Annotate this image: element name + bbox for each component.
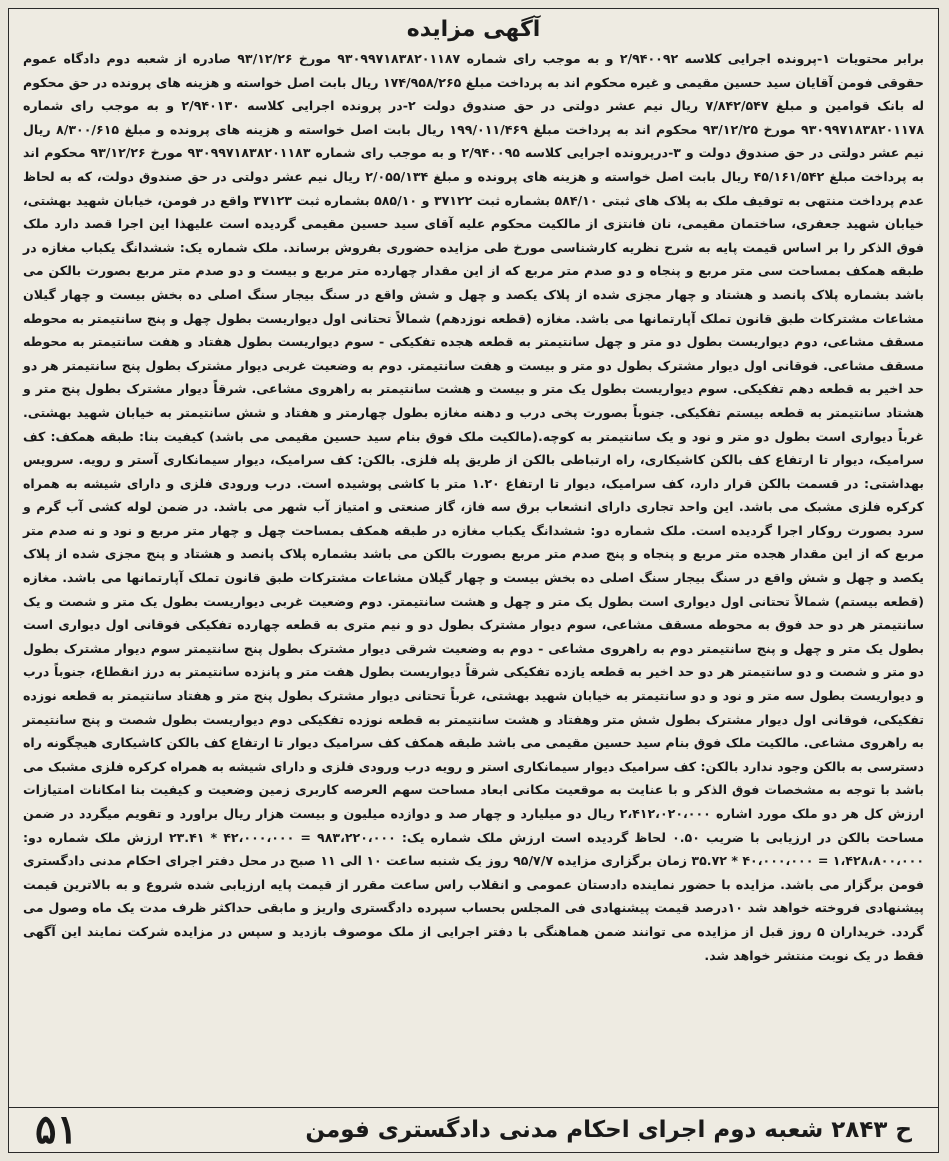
issuing-office: ح ۲۸۴۳ شعبه دوم اجرای احکام مدنی دادگستری فومن (305, 1117, 912, 1143)
notice-body: برابر محتویات ۱-پرونده اجرایی کلاسه ۲/۹۴۰۰۹۲ و به موجب رای شماره ۹۳۰۹۹۷۱۸۳۸۲۰۱۱۸۷ مورخ ۹۳/۱۲/۲۶ صادره از شعبه دوم دادگاه عموم حقوقی فومن آقایان سید حسین مقیمی و غیره محکوم اند به پرداخت مبلغ ۱۷۴/۹۵۸/۲۶۵ ریال بابت اصل خواسته و هزینه های پرونده در حق محکوم له بانک قوامین و مبلغ ۷/۸۴۲/۵۴۷ ریال نیم عشر دولتی در حق صندوق دولت ۲-در پرونده اجرایی کلاسه ۲/۹۴۰۱۳۰ و به موجب رای شماره ۹۳۰۹۹۷۱۸۳۸۲۰۱۱۷۸ مورخ ۹۳/۱۲/۲۵ محکوم اند به پرداخت مبلغ ۱۹۹/۰۱۱/۴۶۹ ریال بابت اصل خواسته و هزینه های پرونده و مبلغ ۸/۳۰۰/۶۱۵ ریال نیم عشر دولتی در حق صندوق دولت و ۳-درپرونده اجرایی کلاسه ۲/۹۴۰۰۹۵ و به موجب رای شماره ۹۳۰۹۹۷۱۸۳۸۲۰۱۱۸۳ مورخ ۹۳/۱۲/۲۶ محکوم اند به پرداخت مبلغ ۴۵/۱۶۱/۵۴۲ ریال بابت اصل خواسته و هزینه های پرونده و مبلغ ۲/۰۵۵/۱۳۴ ریال نیم عشر دولتی در حق صندوق دولت، که به لحاظ عدم پرداخت منتهی به توقیف ملک به پلاک های ثبتی ۵۸۴/۱۰ بشماره ثبت ۳۷۱۲۲ و ۵۸۵/۱۰ بشماره ثبت ۳۷۱۲۳ واقع در فومن، خیابان شهید بهشتی، خیابان شهید جعفری، ساختمان مقیمی، نان فانتزی از مالکیت محکوم علیه آقای سید حسین مقیمی گردیده است علیهذا این اجرا قصد دارد ملک فوق الذکر را بر اساس قیمت پایه به شرح نظریه کارشناسی مورخ طی مزایده حضوری بفروش برساند. ملک شماره یک: ششدانگ یکباب مغازه در طبقه همکف بمساحت سی متر مربع و پنجاه و دو صدم متر مربع که از این مقدار چهارده متر مربع و بیست و دو صدم متر مربع بصورت بالکن می باشد بشماره پلاک پانصد و هشتاد و چهار مجزی شده از پلاک یکصد و چهل و شش واقع در سنگ بیجار سنگ اصلی ده بخش بیست و چهار گیلان مشاعات مشترکات طبق قانون تملک آپارتمانها می باشد. مغازه (قطعه نوزدهم) شمالاً تحتانی اول دیواریست بطول چهل و پنج سانتیمتر به محوطه مسقف مشاعی، دوم دیواریست بطول دو متر و چهل سانتیمتر به قطعه هجده تفکیکی - سوم دیواریست بطول هفتاد و هفت سانتیمتر به محوطه مسقف مشاعی. فوقانی اول دیوار مشترک بطول دو متر و بیست و هفت سانتیمتر. دوم به وضعیت غربی دیوار مشترک بطول پنج سانتیمتر هر دو حد اخیر به قطعه دهم تفکیکی. سوم دیواریست بطول یک متر و بیست و هشت سانتیمتر به راهروی مشاعی. شرقاً دیوار مشترک بطول پنج متر و هشتاد سانتیمتر به قطعه بیستم تفکیکی. جنوباً بصورت پخی درب و دهنه مغازه بطول چهارمتر و هفتاد و شش سانتیمتر به خیابان شهید بهشتی. غرباً دیواری است بطول دو متر و نود و یک سانتیمتر به کوچه.(مالکیت ملک فوق بنام سید حسین مقیمی می باشد) کیفیت بنا: طبقه همکف: کف سرامیک، دیوار تا ارتفاع کف بالکن کاشیکاری، راه ارتباطی بالکن از طریق پله فلزی. بالکن: کف سرامیک، دیوار سیمانکاری آستر و رویه. سرویس بهداشتی: در قسمت بالکن قرار دارد، کف سرامیک، دیوار تا ارتفاع ۱.۲۰ متر با کاشی پوشیده است. درب ورودی فلزی و دارای شیشه به همراه کرکره فلزی مشبک می باشد. این واحد تجاری دارای انشعاب برق سه فاز، گاز صنعتی و امتیاز آب شهر می باشد. در ضمن لوله کشی آب گرم و سرد بصورت روکار اجرا گردیده است. ملک شماره دو: ششدانگ یکباب مغازه در طبقه همکف بمساحت چهل و چهار متر مربع و نود و نه صدم متر مربع که از این مقدار هجده متر مربع و پنجاه و پنج صدم متر مربع بصورت بالکن می باشد بشماره پلاک پانصد و هشتاد و پنج مجزی شده از پلاک یکصد و چهل و شش واقع در سنگ بیجار سنگ اصلی ده بخش بیست و چهار گیلان مشاعات مشترکات طبق قانون تملک آپارتمانها می باشد. مغازه (قطعه بیستم) شمالاً تحتانی اول دیواری است بطول یک متر و چهل و هشت سانتیمتر. دوم وضعیت غربی دیواریست بطول یک متر و شصت و یک سانتیمتر هر دو حد فوق به محوطه مسقف مشاعی، سوم دیوار مشترک بطول دو و نیم متری به قطعه چهارده تفکیکی فوقانی اول دیواری است بطول یک متر و چهل و پنج سانتیمتر دوم به راهروی مشاعی - دوم به وضعیت شرقی دیوار مشترک بطول پنج سانتیمتر سوم دیوار مشترک بطول دو متر و شصت و دو سانتیمتر هر دو حد اخیر به قطعه یازده تفکیکی شرقاً دیواریست بطول هفت متر و پانزده سانتیمتر به درز انقطاع، جنوباً درب و دیواریست بطول سه متر و نود و دو سانتیمتر به خیابان شهید بهشتی، غرباً تحتانی دیوار مشترک بطول پنج متر و هفتاد سانتیمتر به قطعه نوزده تفکیکی، فوقانی اول دیوار مشترک بطول شش متر وهفتاد و هشت سانتیمتر به قطعه نوزده تفکیکی دوم دیواریست بطول شصت و پنج سانتیمتر به راهروی مشاعی. مالکیت ملک فوق بنام سید حسین مقیمی می باشد طبقه همکف کف سرامیک دیوار تا ارتفاع کف بالکن کاشیکاری هیچگونه راه دسترسی به بالکن وجود ندارد بالکن: کف سرامیک دیوار سیمانکاری استر و رویه درب ورودی فلزی و دارای شیشه به همراه کرکره فلزی مشبک می باشد با توجه به مشخصات فوق الذکر و با عنایت به موقعیت مکانی ابعاد مساحت سهم العرصه کاربری زمین وضعیت و کیفیت بنا امکانات امتیازات ارزش کل هر دو ملک مورد اشاره ۲،۴۱۲،۰۲۰،۰۰۰ ریال دو میلیارد و چهار صد و دوازده میلیون و بیست هزار ریال براورد و تقویم میگردد در ضمن مساحت بالکن در ارزیابی با ضریب ۰.۵۰ لحاظ گردیده است ارزش ملک شماره یک: ۹۸۳،۲۲۰،۰۰۰ = ۴۲،۰۰۰،۰۰۰ * ۲۳.۴۱ ارزش ملک شماره دو: ۱،۴۲۸،۸۰۰،۰۰۰ = ۴۰،۰۰۰،۰۰۰ * ۳۵.۷۲ زمان برگزاری مزایده ۹۵/۷/۷ روز یک شنبه ساعت ۱۰ الی ۱۱ صبح در محل دفتر اجرای احکام مدنی دادگستری فومن برگزار می باشد. مزایده با حضور نماینده دادستان عمومی و انقلاب راس ساعت مقرر از قیمت پایه ارزیابی شده شروع و به بالاترین قیمت پیشنهادی فروخته خواهد شد ۱۰درصد قیمت پیشنهادی فی المجلس بحساب سپرده دادگستری واریز و مابقی حداکثر ظرف مدت یک ماه وصول می گردد. خریداران ۵ روز قبل از مزایده می توانند ضمن هماهنگی با دفتر اجرایی از ملک موصوف بازدید و سپس در مزایده شرکت نمایند این آگهی فقط در یک نوبت منتشر خواهد شد. (23, 51, 925, 963)
notice-title: آگهی مزایده (406, 17, 541, 42)
handwritten-reference-number: ۵۱ (35, 1106, 78, 1153)
auction-notice (8, 8, 939, 1153)
notice-footer (9, 1107, 938, 1152)
